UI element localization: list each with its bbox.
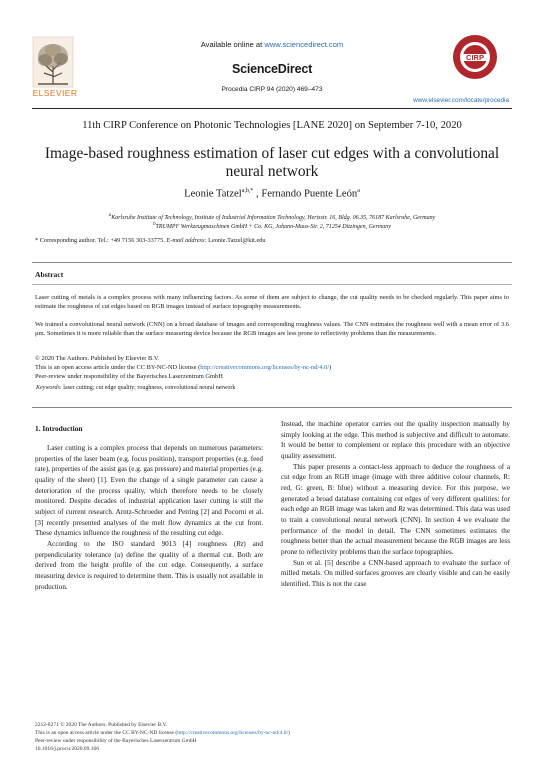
affiliation-a-text: Karlsruhe Institute of Technology, Institute of Industrial Information Technology, Hertzstr. 16, Bldg. 06.35, 76187 Karlsruhe, Germany — [111, 215, 436, 221]
body-paragraph-5: Sun et al. [5] describe a CNN-based approach to evaluate the surface of milled metals. On milled surfaces grooves are clearly visible and can be easily identified. This is not the case — [281, 558, 510, 588]
corresponding-prefix: * Corresponding author. Tel.: +49 7156 303-33775. — [35, 237, 167, 244]
svg-text:CIRP: CIRP — [466, 53, 484, 62]
footer-doi: 10.1016/j.procir.2020.09.166 — [35, 746, 100, 752]
body-paragraph-3: Instead, the machine operator carries out the quality inspection manually by simply looking at the edge. This method is subjective and difficult to automate. It would be better to complement or replace this procedure with an objective quality assessment. — [281, 420, 510, 460]
affiliation-b-mark: b — [153, 222, 156, 227]
license-prefix: This is an open access article under the CC BY-NC-ND license ( — [35, 364, 201, 371]
corresponding-author — [35, 237, 266, 244]
footer-license-prefix: This is an open access article under the CC BY-NC-ND license ( — [35, 730, 178, 736]
abstract-bottom-rule — [32, 407, 512, 408]
author-1: Leonie Tatzel — [184, 188, 242, 200]
abstract-copyright: © 2020 The Authors. Published by Elsevier B.V. — [35, 355, 160, 362]
author-2-affiliation-mark: a — [357, 188, 360, 194]
right-column — [281, 419, 510, 590]
abstract-top-rule — [32, 262, 512, 263]
footer-license — [35, 730, 290, 738]
body-paragraph-4 — [281, 462, 510, 558]
p2-symbol-u: u — [116, 550, 121, 559]
author-list — [0, 188, 544, 200]
p2-part-b: ) and perpendicularity tolerance ( — [35, 539, 263, 559]
footer-license-link[interactable]: http://creativecommons.org/licenses/by-nc-nd/4.0/ — [177, 730, 288, 736]
affiliation-b — [0, 222, 544, 230]
abstract-paragraph-2: We trained a convolutional neural network (CNN) on a broad database of images and corresponding roughness values. The CNN estimates the roughness well with a mean error of 3.6 µm. Sometimes it is more reliable than the surface measuring device because the RGB images are less prone to reflectivity problems than the measurements. — [35, 321, 509, 338]
journal-url-link[interactable]: www.elsevier.com/locate/procedia — [413, 97, 509, 104]
journal-citation: Procedia CIRP 94 (2020) 469–473 — [221, 86, 323, 93]
body-paragraph-1: Laser cutting is a complex process that depends on numerous parameters: properties of the laser beam (e.g. focus position), transport properties (e.g. feed rate), properties of the assist gas (e.g. gas pressure) and material properties (e.g. quality of the sheet) [1]. Even the change of a single parameter can cause a deterioration of the process quality, which therefore needs to be closely monitored. Despite decades of industrial application laser cutting is still the subject of current research. Arntz-Schroeder and Petring [2] and Pocorni et al. [3] recently presented analyses of the melt flow dynamics at the cut front. These dynamics influence the roughness of the resulting cut edge. — [35, 444, 263, 538]
affiliation-a — [0, 213, 544, 221]
keywords-text: laser cutting; cut edge quality; roughness, convolutional neural network — [61, 385, 236, 391]
author-1-affiliation-mark: a,b,* — [241, 188, 254, 194]
footer-license-suffix: ) — [288, 730, 290, 736]
p4-symbol-rz: Rz — [398, 505, 406, 514]
left-column — [35, 424, 263, 592]
abstract-heading: Abstract — [35, 270, 64, 279]
available-prefix: Available online at — [200, 40, 265, 49]
abstract-peer-review: Peer-review under responsibility of the Bayerisches Laserzentrum GmbH — [35, 373, 223, 380]
sciencedirect-link[interactable]: www.sciencedirect.com — [264, 40, 344, 49]
abstract-heading-rule — [32, 284, 512, 285]
abstract-license — [35, 364, 331, 371]
email-label: E-mail address: — [166, 237, 207, 244]
p2-symbol-rz: Rz — [236, 539, 244, 548]
cirp-logo-icon — [452, 34, 498, 80]
paper-title: Image-based roughness estimation of laser cut edges with a convolutional neural network — [44, 145, 500, 180]
author-separator: , — [253, 188, 262, 200]
abstract-paragraph-1: Laser cutting of metals is a complex process with many influencing factors. As some of them are subject to change, the cut quality needs to be checked regularly. This paper aims to estimate the roughness of cut edges based on RGB images instead of surface topography measurements. — [35, 294, 509, 311]
header-rule — [32, 108, 512, 109]
affiliation-b-text: TRUMPF Werkzeugmaschinen GmbH + Co. KG, Johann-Maus-Str. 2, 71254 Ditzingen, Germany — [155, 224, 391, 230]
p2-part-a: According to the ISO standard 9013 [4] roughness ( — [47, 539, 237, 548]
conference-line: 11th CIRP Conference on Photonic Technologies [LANE 2020] on September 7-10, 2020 — [82, 120, 462, 131]
p4-part-a: This paper presents a contact-less approach to deduce the roughness of a cut edge from an RGB image (image with three additive colour channels, R: red, G: green, B: blue) without a measuring device. For this purpose, we generated a broad database containing cut edges of very different qualities: for each edge an RGB image was taken and — [281, 462, 510, 514]
email-address: Leonie.Tatzel@kit.edu — [206, 237, 266, 244]
license-suffix: ) — [328, 364, 332, 371]
author-2: Fernando Puente León — [261, 188, 358, 200]
publisher-name: ELSEVIER — [32, 88, 78, 98]
keywords — [36, 385, 235, 391]
footer-peer-review: Peer-review under responsibility of the Bayerisches Laserzentrum GmbH — [35, 738, 197, 744]
section-heading: 1. Introduction — [35, 424, 83, 433]
footer-issn: 2212-8271 © 2020 The Authors. Published by Elsevier B.V. — [35, 722, 168, 728]
body-paragraph-2 — [35, 539, 263, 592]
license-link[interactable]: http://creativecommons.org/licenses/by-nc-nd/4.0/ — [200, 364, 329, 371]
p4-part-b: was determined. This data was used to train a convolutional neural network (CNN). In section 4 we evaluate the performance of the model in detail. The CNN sometimes estimates the roughness better than the actual measurement because the RGB images are less prone to reflectivity problems than the surface topographies. — [281, 505, 510, 556]
platform-name: ScienceDirect — [231, 62, 313, 76]
p2-part-c: ) define the quality of a thermal cut. Both are derived from the height profile of the cut edge. Consequently, a surface measuring device is required to determine them. This is usually not available in production. — [35, 550, 263, 591]
keywords-label: Keywords: — [36, 385, 62, 391]
affiliation-a-mark: a — [108, 213, 112, 218]
